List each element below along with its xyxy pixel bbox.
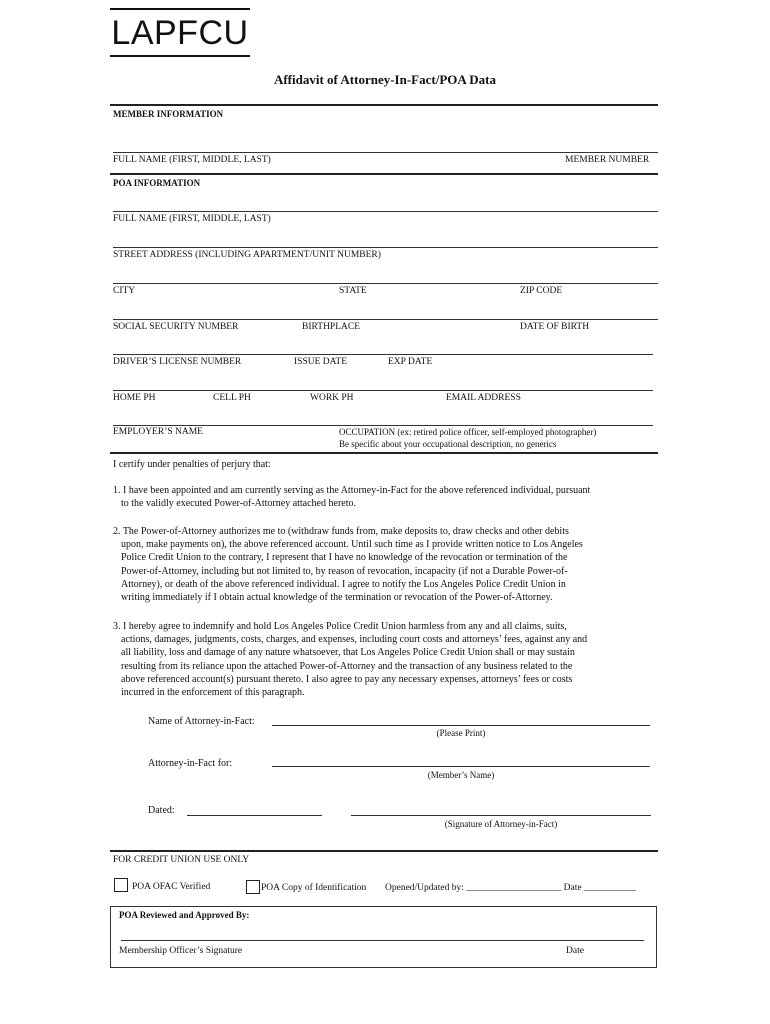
cu-use-heading: FOR CREDIT UNION USE ONLY xyxy=(113,855,250,865)
cell-phone-label: CELL PH xyxy=(213,393,251,403)
opened-updated-by: Opened/Updated by: ____________________ Date ___________ xyxy=(385,883,637,893)
issue-date-label: ISSUE DATE xyxy=(294,357,348,367)
statement-line: resulting from its reliance upon the attached Power-of-Attorney and the transaction of any business related to the xyxy=(121,660,573,672)
city-state-zip-line[interactable] xyxy=(113,283,658,284)
occupation-label: OCCUPATION (ex: retired police officer, self-employed photographer) xyxy=(339,427,597,437)
members-name-caption: (Member’s Name) xyxy=(427,770,495,780)
home-phone-label: HOME PH xyxy=(113,393,156,403)
member-number-label: MEMBER NUMBER xyxy=(565,155,650,165)
section-rule xyxy=(110,850,658,852)
member-info-heading: MEMBER INFORMATION xyxy=(113,109,224,119)
members-name-line[interactable] xyxy=(272,766,650,767)
statement-line: upon, make payments on), the above referenced account. Until such time as I provide written notice to Los Angeles xyxy=(121,539,583,551)
poa-name-line[interactable] xyxy=(113,211,658,212)
statement-line: 2. The Power-of-Attorney authorizes me to (withdraw funds from, make deposits to, draw checks and other debits xyxy=(113,526,569,537)
statement-line: Police Credit Union to the contrary, I represent that I have no knowledge of the revocation or termination of the xyxy=(121,552,568,564)
ofac-verified-label: POA OFAC Verified xyxy=(132,882,211,892)
city-label: CITY xyxy=(113,286,136,296)
review-box xyxy=(110,906,657,968)
copy-id-label: POA Copy of Identification xyxy=(261,883,367,893)
statement-line: 3. I hereby agree to indemnify and hold Los Angeles Police Credit Union harmless from any and all claims, suits, xyxy=(113,621,567,632)
statement-line: 1. I have been appointed and am currently serving as the Attorney-in-Fact for the above referenced individual, pursuant xyxy=(113,485,591,496)
work-phone-label: WORK PH xyxy=(310,393,354,403)
street-line[interactable] xyxy=(113,247,658,248)
license-line[interactable] xyxy=(113,354,653,355)
officer-signature-label: Membership Officer’s Signature xyxy=(119,946,243,956)
zip-code-label: ZIP CODE xyxy=(520,286,563,296)
reviewed-heading: POA Reviewed and Approved By: xyxy=(119,910,250,920)
birthplace-label: BIRTHPLACE xyxy=(302,322,361,332)
statement-line: incurred in the enforcement of this paragraph. xyxy=(121,687,305,699)
phone-line[interactable] xyxy=(113,390,653,391)
statement-line: Power-of-Attorney, including but not limited to, by reason of revocation, incapacity (if not a Durable Power-of- xyxy=(121,565,568,577)
member-full-name-label: FULL NAME (FIRST, MIDDLE, LAST) xyxy=(113,155,271,165)
employer-name-label: EMPLOYER’S NAME xyxy=(113,427,203,437)
statement-1 xyxy=(113,484,590,510)
name-of-aif-label: Name of Attorney-in-Fact: xyxy=(148,716,255,727)
email-address-label: EMAIL ADDRESS xyxy=(446,393,521,403)
ofac-verified-checkbox[interactable] xyxy=(114,878,128,892)
statement-line: above referenced account(s) pursuant thereto. I also agree to pay any necessary expenses, attorneys’ fees or costs xyxy=(121,673,573,685)
section-rule xyxy=(110,104,658,106)
signature-line[interactable] xyxy=(351,815,651,816)
poa-full-name-label: FULL NAME (FIRST, MIDDLE, LAST) xyxy=(113,214,271,224)
date-line[interactable] xyxy=(187,815,322,816)
page-title: Affidavit of Attorney-In-Fact/POA Data xyxy=(273,72,497,87)
copy-id-checkbox[interactable] xyxy=(246,880,260,894)
logo-text: LAPFCU xyxy=(111,14,249,52)
street-address-label: STREET ADDRESS (INCLUDING APARTMENT/UNIT NUMBER) xyxy=(113,250,381,260)
statement-line: actions, damages, judgments, costs, charges, and expenses, including court costs and attorneys’ fees, against any and xyxy=(121,634,588,646)
logo-bottom-rule xyxy=(110,55,250,57)
logo-top-rule xyxy=(110,8,250,10)
member-name-line[interactable] xyxy=(113,152,658,153)
occupation-note: Be specific about your occupational description, no generics xyxy=(339,439,557,449)
state-label: STATE xyxy=(339,286,367,296)
ssn-label: SOCIAL SECURITY NUMBER xyxy=(113,322,239,332)
statement-line: writing immediately if I obtain actual knowledge of the termination or revocation of the Power-of-Attorney. xyxy=(121,592,553,604)
dated-label: Dated: xyxy=(148,805,175,816)
section-rule xyxy=(110,173,658,175)
statement-2 xyxy=(113,525,583,604)
officer-signature-line[interactable] xyxy=(121,940,644,941)
review-date-label: Date xyxy=(566,946,584,956)
statement-line: Attorney), or death of the above referenced individual. I agree to notify the Los Angeles Police Credit Union in xyxy=(121,578,566,590)
drivers-license-label: DRIVER’S LICENSE NUMBER xyxy=(113,357,242,367)
dob-label: DATE OF BIRTH xyxy=(520,322,590,332)
aif-name-line[interactable] xyxy=(272,725,650,726)
certify-intro: I certify under penalties of perjury that: xyxy=(113,459,271,470)
signature-caption: (Signature of Attorney-in-Fact) xyxy=(444,819,558,829)
statement-line: all liability, loss and damage of any nature whatsoever, that Los Angeles Police Credit Union shall or may sustain xyxy=(121,647,575,659)
please-print-caption: (Please Print) xyxy=(436,728,486,738)
statement-3 xyxy=(113,620,587,699)
ssn-line[interactable] xyxy=(113,319,658,320)
poa-info-heading: POA INFORMATION xyxy=(113,178,201,188)
statement-line: to the validly executed Power-of-Attorney attached hereto. xyxy=(121,498,356,510)
section-rule xyxy=(110,452,658,454)
aif-for-label: Attorney-in-Fact for: xyxy=(148,758,233,769)
lapfcu-logo xyxy=(110,8,250,58)
exp-date-label: EXP DATE xyxy=(388,357,433,367)
